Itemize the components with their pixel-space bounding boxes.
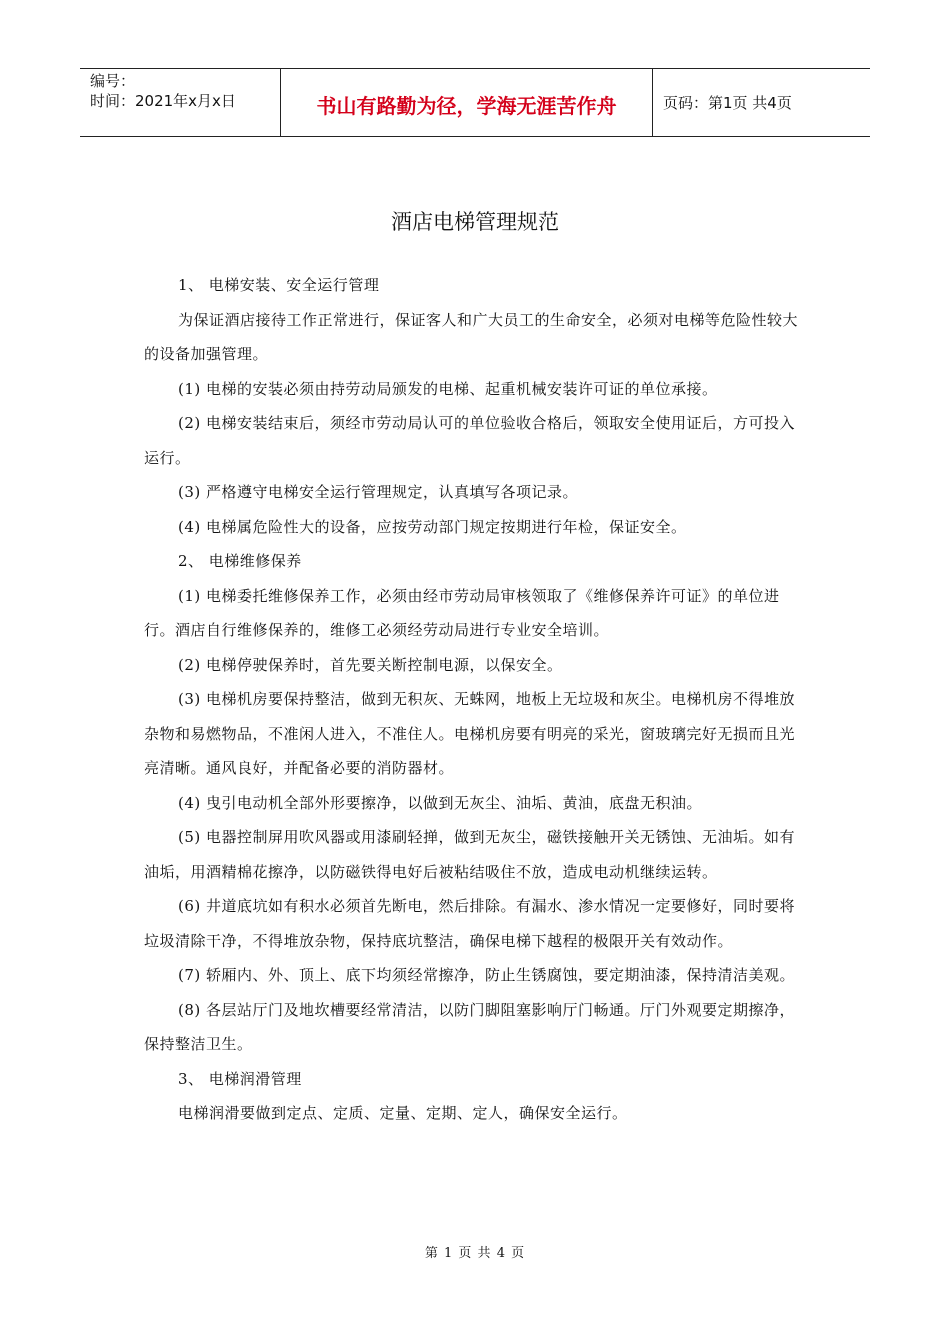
- paragraph: 为保证酒店接待工作正常进行，保证客人和广大员工的生命安全，必须对电梯等危险性较大的设备加强管理。: [144, 310, 799, 363]
- page-footer: 第 1 页 共 4 页: [424, 1246, 526, 1261]
- header-page-number: 页码：第1页 共4页: [663, 94, 792, 112]
- paragraph: (4) 曳引电动机全部外形要擦净，以做到无灰尘、油垢、黄油，底盘无积油。: [178, 793, 703, 812]
- paragraph: (1) 电梯委托维修保养工作，必须由经市劳动局审核领取了《维修保养许可证》的单位进行。酒店自行维修保养的，维修工必须经劳动局进行专业安全培训。: [144, 586, 780, 639]
- paragraph: 电梯润滑要做到定点、定质、定量、定期、定人，确保安全运行。: [178, 1104, 628, 1122]
- page-header: [80, 68, 870, 137]
- paragraph: (7) 轿厢内、外、顶上、底下均须经常擦净，防止生锈腐蚀，要定期油漆，保持清洁美观。: [178, 966, 796, 984]
- paragraph: (3) 电梯机房要保持整洁，做到无积灰、无蛛网，地板上无垃圾和灰尘。电梯机房不得堆放杂物和易燃物品，不准闲人进入，不准住人。电梯机房要有明亮的采光，窗玻璃完好无损而且光亮清晰。通风良好，并配备必要的消防器材。: [144, 690, 796, 777]
- paragraph: (2) 电梯安装结束后，须经市劳动局认可的单位验收合格后，领取安全使用证后，方可投入运行。: [144, 414, 796, 467]
- paragraph: (1) 电梯的安装必须由持劳动局颁发的电梯、起重机械安装许可证的单位承接。: [178, 379, 718, 398]
- document-body: [144, 268, 809, 1131]
- section-heading-3: 3、 电梯润滑管理: [178, 1069, 302, 1088]
- paragraph: (4) 电梯属危险性大的设备，应按劳动部门规定按期进行年检，保证安全。: [178, 517, 687, 536]
- document-title: 酒店电梯管理规范: [391, 210, 559, 234]
- paragraph: (2) 电梯停驶保养时，首先要关断控制电源，以保安全。: [178, 655, 563, 674]
- paragraph: (6) 井道底坑如有积水必须首先断电，然后排除。有漏水、渗水情况一定要修好，同时要将垃圾清除干净，不得堆放杂物，保持底坑整洁，确保电梯下越程的极限开关有效动作。: [144, 897, 796, 950]
- header-motto: 书山有路勤为径，学海无涯苦作舟: [281, 69, 653, 136]
- section-heading-1: 1、 电梯安装、安全运行管理: [178, 276, 380, 294]
- paragraph: (8) 各层站厅门及地坎槽要经常清洁，以防门脚阻塞影响厅门畅通。厅门外观要定期擦净，保持整洁卫生。: [144, 1000, 796, 1053]
- document-code: 编号：: [90, 72, 136, 90]
- section-heading-2: 2、 电梯维修保养: [178, 552, 302, 570]
- header-info: [80, 69, 281, 136]
- paragraph: (3) 严格遵守电梯安全运行管理规定，认真填写各项记录。: [178, 483, 579, 501]
- paragraph: (5) 电器控制屏用吹风器或用漆刷轻掸，做到无灰尘，磁铁接触开关无锈蚀、无油垢。如有油垢，用酒精棉花擦净，以防磁铁得电好后被粘结吸住不放，造成电动机继续运转。: [144, 828, 796, 881]
- document-date: 时间：2021年x月x日: [90, 92, 236, 110]
